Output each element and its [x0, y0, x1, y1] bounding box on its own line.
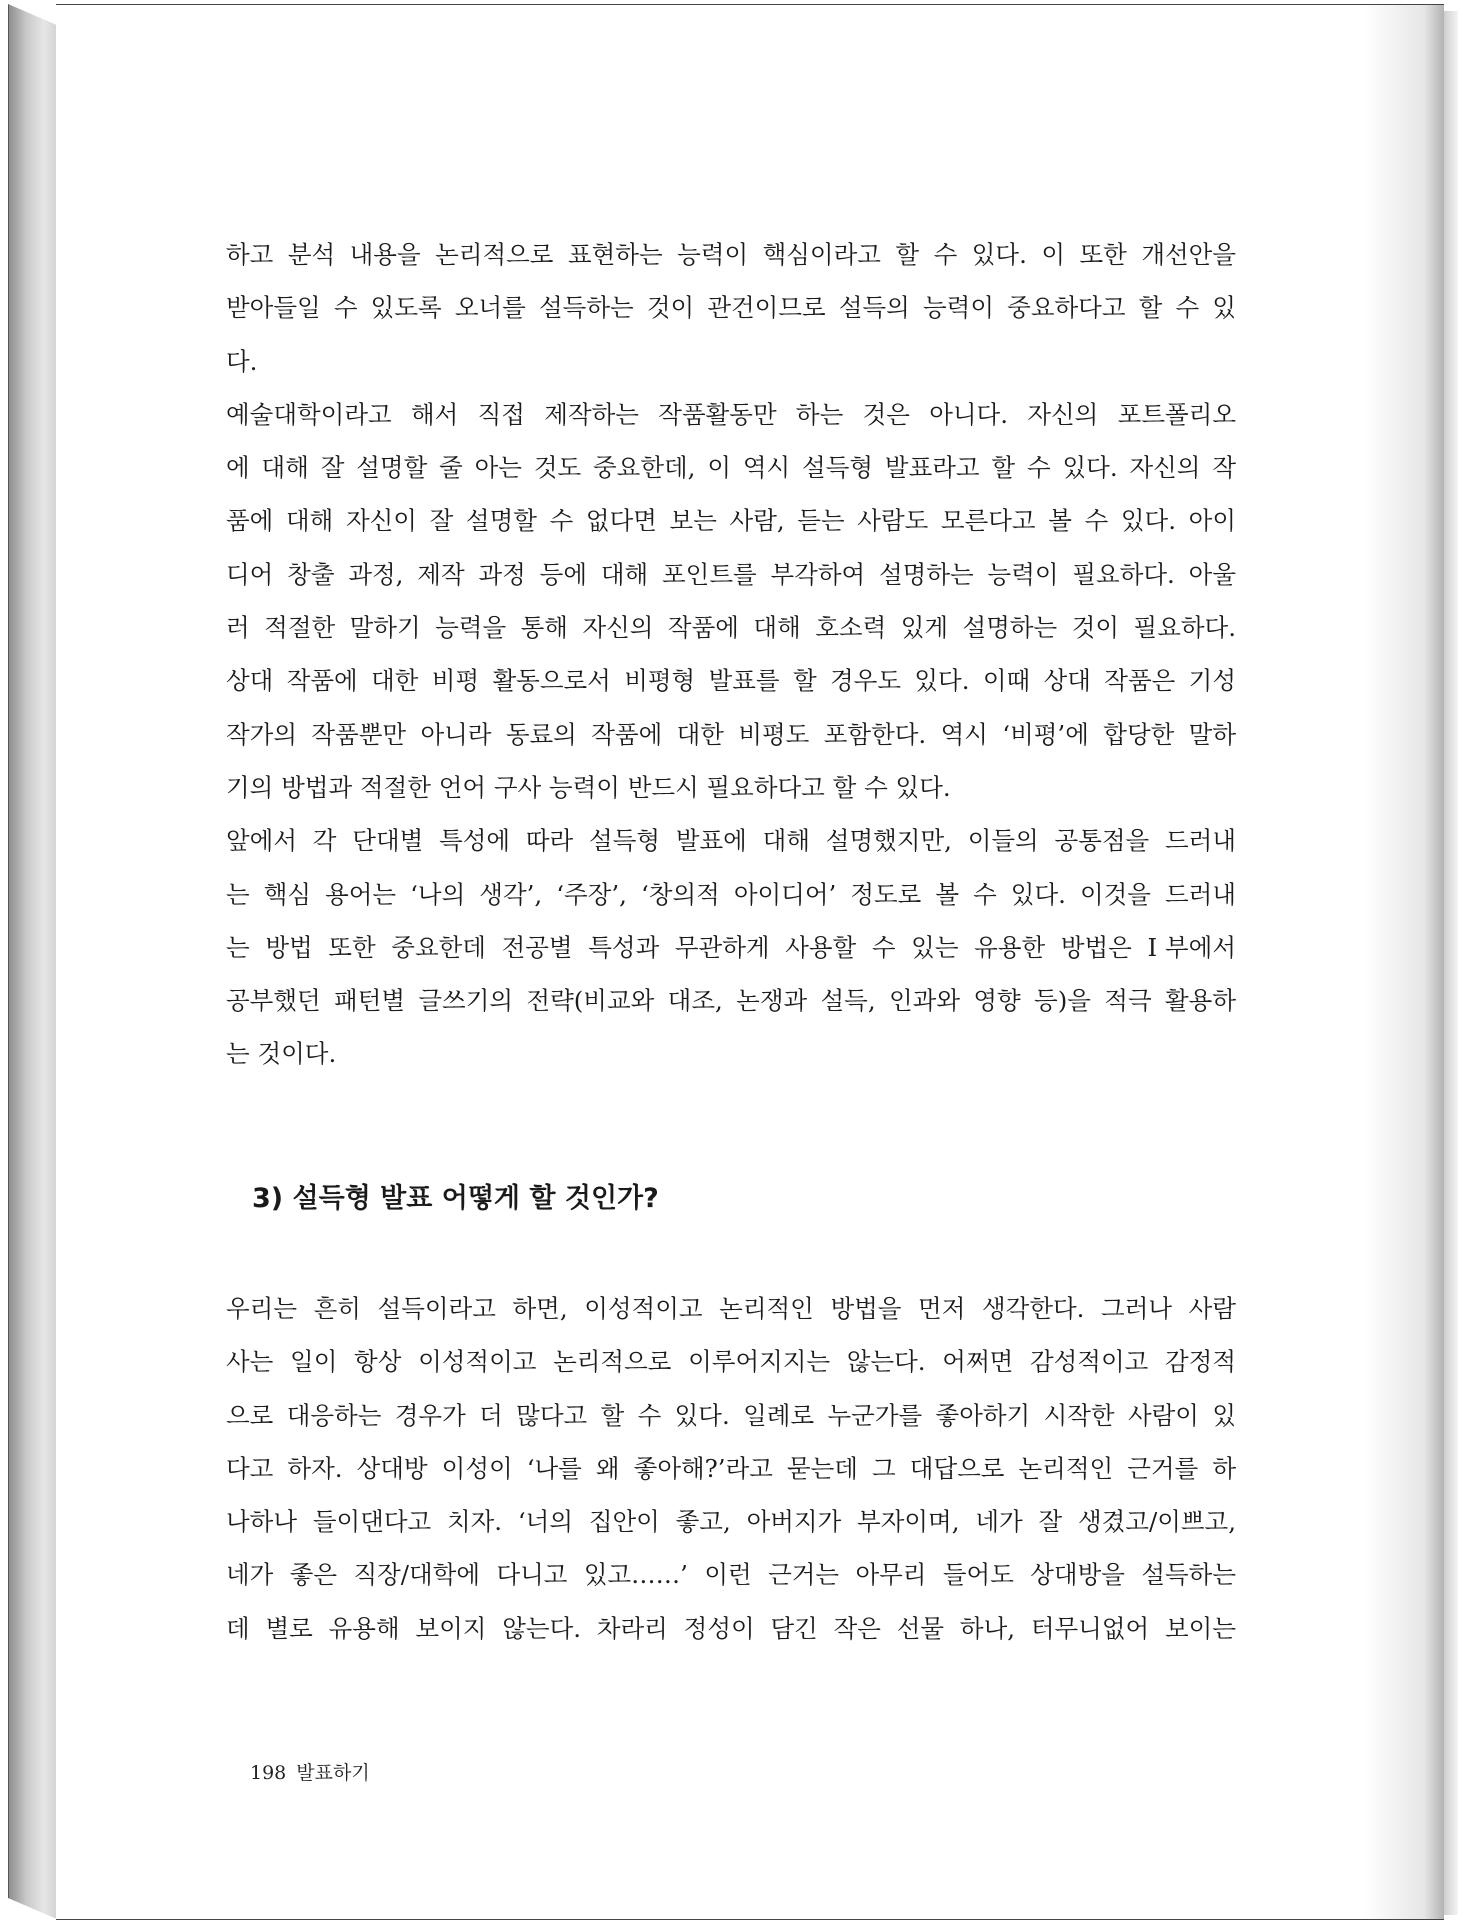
text-line: 는 것이다.	[226, 1039, 337, 1069]
page-footer	[250, 1758, 380, 1785]
section-heading: 3) 설득형 발표 어떻게 할 것인가?	[252, 1183, 659, 1214]
paragraph-block-2	[226, 1282, 1236, 1655]
text-line: 으로 대응하는 경우가 더 많다고 할 수 있다. 일례로 누군가를 좋아하기 시작한 사람이 있	[226, 1400, 1236, 1430]
page-number: 198	[250, 1762, 287, 1784]
text-line: 다고 하자. 상대방 이성이 ‘나를 왜 좋아해?’라고 묻는데 그 대답으로 논리적인 근거를 하	[226, 1453, 1236, 1483]
footer-section-title: 발표하기	[296, 1762, 370, 1784]
text-line: 앞에서 각 단대별 특성에 따라 설득형 발표에 대해 설명했지만, 이들의 공통점을 드러내	[226, 826, 1236, 856]
text-line: 상대 작품에 대한 비평 활동으로서 비평형 발표를 할 경우도 있다. 이때 상대 작품은 기성	[226, 666, 1236, 696]
text-line: 에 대해 잘 설명할 줄 아는 것도 중요한데, 이 역시 설득형 발표라고 할 수 있다. 자신의 작	[226, 453, 1236, 483]
text-line: 다.	[226, 346, 258, 376]
text-line: 우리는 흔히 설득이라고 하면, 이성적이고 논리적인 방법을 먼저 생각한다. 그러나 사람	[226, 1294, 1236, 1323]
text-line: 품에 대해 자신이 잘 설명할 수 없다면 보는 사람, 듣는 사람도 모른다고 볼 수 있다. 아이	[226, 506, 1236, 536]
text-line: 나하나 들이댄다고 치자. ‘너의 집안이 좋고, 아버지가 부자이며, 네가 잘 생겼고/이쁘고,	[226, 1507, 1236, 1537]
text-line: 받아들일 수 있도록 오너를 설득하는 것이 관건이므로 설득의 능력이 중요하다고 할 수 있	[226, 293, 1236, 323]
text-line: 하고 분석 내용을 논리적으로 표현하는 능력이 핵심이라고 할 수 있다. 이 또한 개선안을	[226, 240, 1236, 269]
text-line: 예술대학이라고 해서 직접 제작하는 작품활동만 하는 것은 아니다. 자신의 포트폴리오	[226, 399, 1236, 429]
book-spine	[8, 4, 59, 1920]
text-line: 데 별로 유용해 보이지 않는다. 차라리 정성이 담긴 작은 선물 하나, 터무니없어 보이는	[226, 1613, 1236, 1643]
text-line: 기의 방법과 적절한 언어 구사 능력이 반드시 필요하다고 할 수 있다.	[226, 772, 951, 802]
text-line: 러 적절한 말하기 능력을 통해 자신의 작품에 대해 호소력 있게 설명하는 것이 필요하다.	[226, 613, 1236, 643]
text-line: 는 방법 또한 중요한데 전공별 특성과 무관하게 사용할 수 있는 유용한 방법은 Ⅰ부에서	[226, 932, 1236, 962]
page-edge	[1444, 11, 1458, 1915]
text-line: 작가의 작품뿐만 아니라 동료의 작품에 대한 비평도 포함한다. 역시 ‘비평’에 합당한 말하	[226, 719, 1236, 749]
paragraph-block-1	[226, 228, 1236, 1081]
text-line: 공부했던 패턴별 글쓰기의 전략(비교와 대조, 논쟁과 설득, 인과와 영향 등)을 적극 활용하	[226, 986, 1236, 1016]
text-line: 사는 일이 항상 이성적이고 논리적으로 이루어지지는 않는다. 어쩌면 감성적이고 감정적	[226, 1347, 1236, 1377]
text-line: 네가 좋은 직장/대학에 다니고 있고……’ 이런 근거는 아무리 들어도 상대방을 설득하는	[226, 1560, 1236, 1590]
page-shadow	[1364, 5, 1444, 1919]
text-line: 는 핵심 용어는 ‘나의 생각’, ‘주장’, ‘창의적 아이디어’ 정도로 볼 수 있다. 이것을 드러내	[226, 879, 1236, 909]
text-line: 디어 창출 과정, 제작 과정 등에 대해 포인트를 부각하여 설명하는 능력이 필요하다. 아울	[226, 559, 1236, 589]
